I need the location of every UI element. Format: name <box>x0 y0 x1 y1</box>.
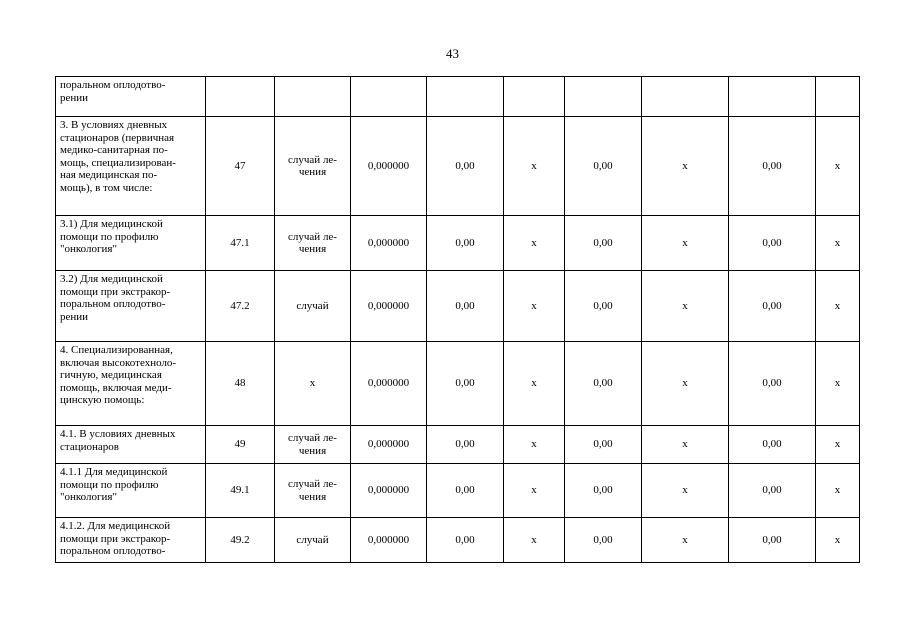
value-cell-6: 0,00 <box>729 464 816 518</box>
value-cell-4: 0,00 <box>565 271 642 342</box>
table-row <box>56 426 860 464</box>
value-cell-6: 0,00 <box>729 426 816 464</box>
value-cell-7 <box>816 77 860 117</box>
value-cell-4: 0,00 <box>565 117 642 216</box>
row-code-cell: 47.2 <box>206 271 275 342</box>
value-cell-2: 0,00 <box>427 342 504 426</box>
row-code-cell: 48 <box>206 342 275 426</box>
table-row <box>56 216 860 271</box>
value-cell-5: х <box>642 426 729 464</box>
value-cell-7: х <box>816 464 860 518</box>
row-name-cell: 3.2) Для медицинской помощи при экстракор- поральном оплодотво- рении <box>56 271 206 342</box>
value-cell-1: 0,000000 <box>351 117 427 216</box>
row-code-cell: 49.1 <box>206 464 275 518</box>
value-cell-3: х <box>504 464 565 518</box>
value-cell-2: 0,00 <box>427 518 504 563</box>
row-name-cell: 4.1.1 Для медицинской помощи по профилю "онкология" <box>56 464 206 518</box>
value-cell-7: х <box>816 271 860 342</box>
value-cell-1: 0,000000 <box>351 464 427 518</box>
value-cell-3: х <box>504 426 565 464</box>
unit-cell: случай <box>275 271 351 342</box>
value-cell-7: х <box>816 216 860 271</box>
value-cell-4: 0,00 <box>565 216 642 271</box>
value-cell-4: 0,00 <box>565 342 642 426</box>
value-cell-3: х <box>504 518 565 563</box>
value-cell-3: х <box>504 117 565 216</box>
unit-cell: случай <box>275 518 351 563</box>
value-cell-6: 0,00 <box>729 117 816 216</box>
unit-cell: случай ле- чения <box>275 464 351 518</box>
value-cell-5: х <box>642 464 729 518</box>
value-cell-2: 0,00 <box>427 271 504 342</box>
row-code-cell: 49 <box>206 426 275 464</box>
value-cell-6: 0,00 <box>729 342 816 426</box>
value-cell-1: 0,000000 <box>351 342 427 426</box>
table-row <box>56 271 860 342</box>
row-name-cell: 4.1. В условиях дневных стационаров <box>56 426 206 464</box>
value-cell-7: х <box>816 342 860 426</box>
table-row <box>56 464 860 518</box>
table-row <box>56 117 860 216</box>
value-cell-4 <box>565 77 642 117</box>
value-cell-5 <box>642 77 729 117</box>
value-cell-2: 0,00 <box>427 464 504 518</box>
value-cell-4: 0,00 <box>565 464 642 518</box>
value-cell-7: х <box>816 426 860 464</box>
unit-cell: случай ле- чения <box>275 117 351 216</box>
value-cell-5: х <box>642 342 729 426</box>
value-cell-3: х <box>504 342 565 426</box>
value-cell-2: 0,00 <box>427 426 504 464</box>
table-row <box>56 518 860 563</box>
row-name-cell: 3.1) Для медицинской помощи по профилю "онкология" <box>56 216 206 271</box>
value-cell-6: 0,00 <box>729 271 816 342</box>
value-cell-1: 0,000000 <box>351 271 427 342</box>
value-cell-4: 0,00 <box>565 518 642 563</box>
value-cell-1 <box>351 77 427 117</box>
unit-cell: случай ле- чения <box>275 216 351 271</box>
value-cell-5: х <box>642 518 729 563</box>
unit-cell: х <box>275 342 351 426</box>
data-table <box>55 76 860 563</box>
value-cell-5: х <box>642 271 729 342</box>
value-cell-2: 0,00 <box>427 117 504 216</box>
unit-cell <box>275 77 351 117</box>
value-cell-6: 0,00 <box>729 216 816 271</box>
value-cell-6 <box>729 77 816 117</box>
value-cell-4: 0,00 <box>565 426 642 464</box>
value-cell-1: 0,000000 <box>351 216 427 271</box>
table-row <box>56 342 860 426</box>
value-cell-3: х <box>504 271 565 342</box>
value-cell-3 <box>504 77 565 117</box>
value-cell-1: 0,000000 <box>351 518 427 563</box>
row-code-cell: 49.2 <box>206 518 275 563</box>
value-cell-3: х <box>504 216 565 271</box>
page-number: 43 <box>446 46 459 61</box>
row-name-cell: 4.1.2. Для медицинской помощи при экстракор- поральном оплодотво- <box>56 518 206 563</box>
value-cell-6: 0,00 <box>729 518 816 563</box>
row-name-cell: поральном оплодотво- рении <box>56 77 206 117</box>
row-code-cell: 47 <box>206 117 275 216</box>
unit-cell: случай ле- чения <box>275 426 351 464</box>
row-code-cell <box>206 77 275 117</box>
value-cell-5: х <box>642 117 729 216</box>
table-row <box>56 77 860 117</box>
value-cell-7: х <box>816 518 860 563</box>
value-cell-2 <box>427 77 504 117</box>
value-cell-5: х <box>642 216 729 271</box>
value-cell-2: 0,00 <box>427 216 504 271</box>
value-cell-7: х <box>816 117 860 216</box>
row-name-cell: 3. В условиях дневных стационаров (первичная медико-санитарная по- мощь, специализирован- ная медицинская по- мощь), в том числе: <box>56 117 206 216</box>
row-code-cell: 47.1 <box>206 216 275 271</box>
row-name-cell: 4. Специализированная, включая высокотехноло- гичную, медицинская помощь, включая меди- цинскую помощь: <box>56 342 206 426</box>
value-cell-1: 0,000000 <box>351 426 427 464</box>
